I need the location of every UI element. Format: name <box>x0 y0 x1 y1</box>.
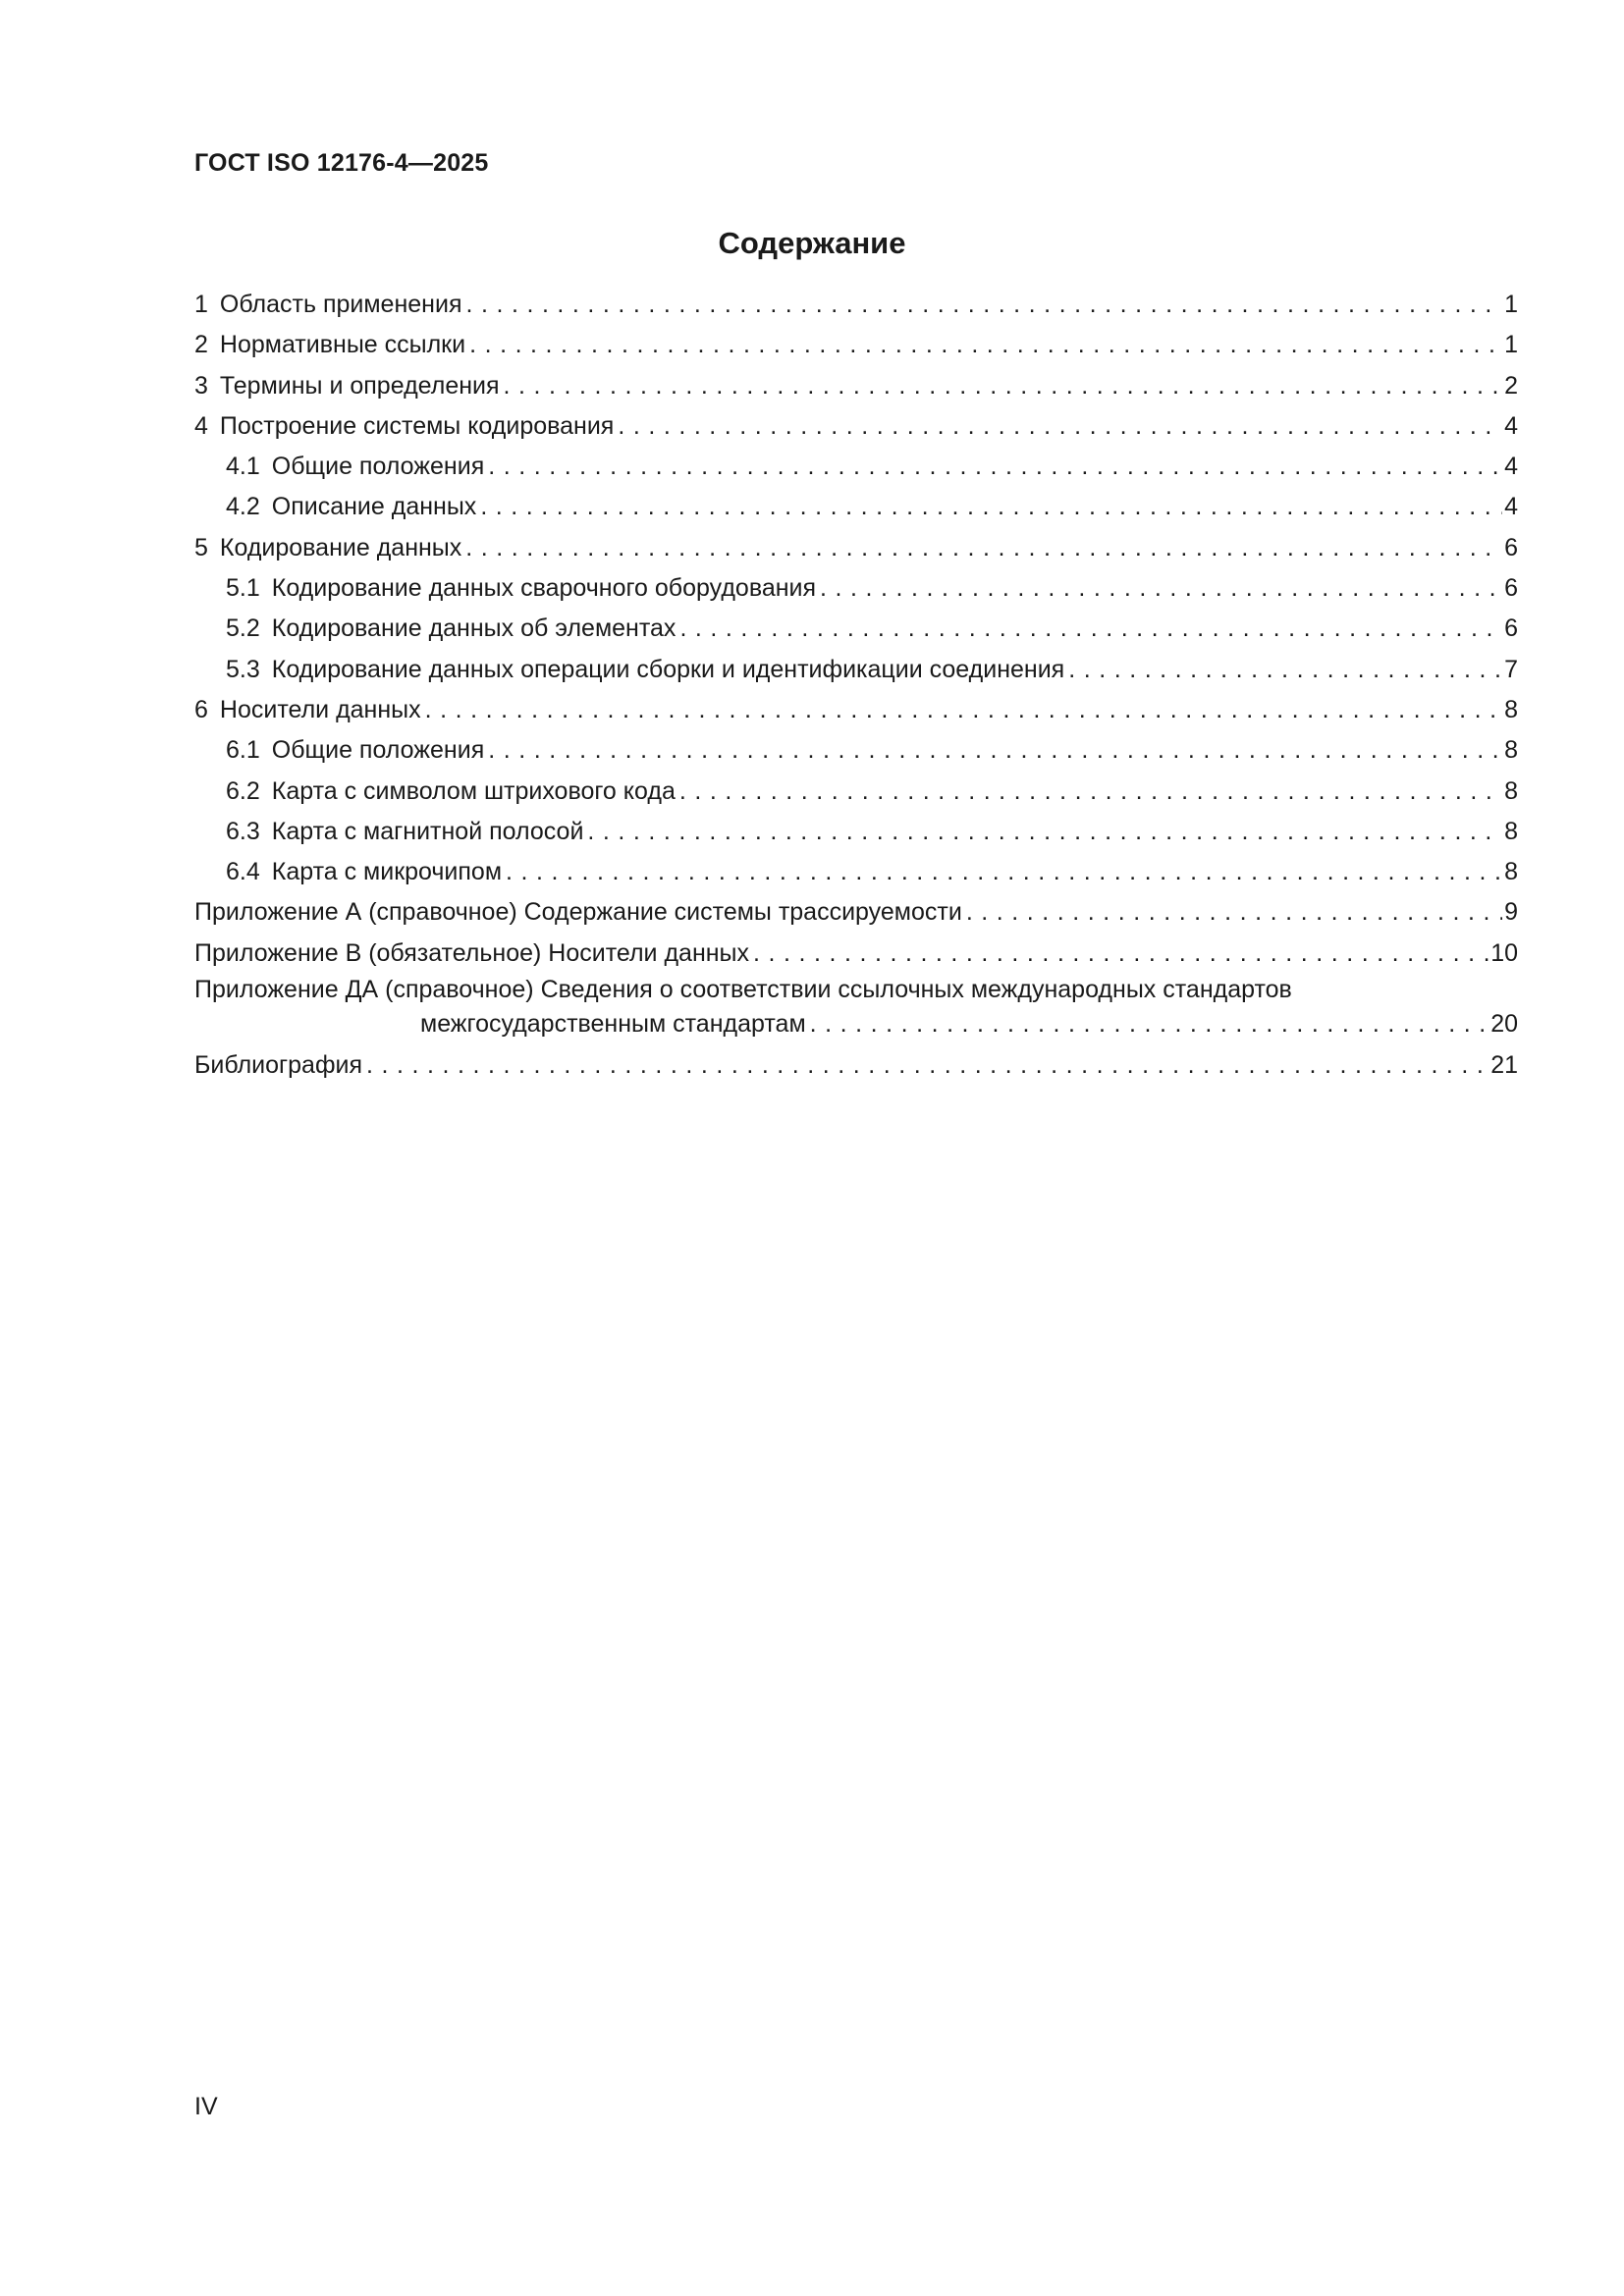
toc-entry-page: 6 <box>1504 574 1518 603</box>
toc-entry-label: Построение системы кодирования <box>219 411 615 440</box>
toc-entries-list <box>194 285 1518 974</box>
toc-entry-number: 5.1 <box>226 574 260 603</box>
toc-entry-page: 21 <box>1490 1051 1518 1080</box>
toc-entry-page: 4 <box>1504 493 1518 521</box>
toc-entry[interactable] <box>194 447 1518 487</box>
toc-leader-dots <box>820 568 1502 609</box>
toc-entry-page: 9 <box>1504 898 1518 927</box>
toc-entry-label: Приложение А (справочное) Содержание системы трассируемости <box>194 898 962 927</box>
toc-entry-number: 6.3 <box>226 817 260 845</box>
toc-entry-page: 8 <box>1504 736 1518 765</box>
toc-leader-dots <box>1068 650 1502 690</box>
toc-entry-label: Кодирование данных операции сборки и идентификации соединения <box>271 655 1065 683</box>
toc-entry[interactable] <box>194 609 1518 649</box>
toc-entry-page: 8 <box>1504 817 1518 845</box>
toc-entry-number: 6.4 <box>226 858 260 886</box>
toc-entry-label-line2: межгосударственным стандартам <box>420 1010 806 1039</box>
toc-entry-page: 20 <box>1490 1010 1518 1039</box>
table-of-contents <box>194 285 1518 1086</box>
toc-entry-number: 4.1 <box>226 453 260 481</box>
toc-entry-page: 1 <box>1504 331 1518 359</box>
toc-leader-dots <box>810 1006 1489 1041</box>
toc-leader-dots <box>469 325 1502 365</box>
toc-entry[interactable] <box>194 406 1518 447</box>
toc-entry-number: 4 <box>194 411 208 440</box>
toc-leader-dots <box>618 406 1502 447</box>
toc-entry[interactable] <box>194 934 1518 974</box>
toc-entry-page: 10 <box>1490 938 1518 967</box>
toc-entry[interactable] <box>194 325 1518 365</box>
toc-entry-label: Библиография <box>194 1051 363 1080</box>
toc-leader-dots <box>753 934 1489 974</box>
toc-entry-label: Кодирование данных <box>219 533 462 561</box>
toc-entry-page: 4 <box>1504 411 1518 440</box>
toc-leader-dots <box>504 366 1503 406</box>
toc-entry-label: Карта с магнитной полосой <box>271 817 584 845</box>
toc-entry-line2 <box>194 1006 1518 1041</box>
toc-entry-label: Описание данных <box>271 493 477 521</box>
toc-leader-dots <box>465 528 1502 568</box>
toc-entry[interactable] <box>194 650 1518 690</box>
toc-entry-page: 4 <box>1504 453 1518 481</box>
toc-leader-dots <box>488 730 1502 771</box>
toc-leader-dots <box>966 892 1502 933</box>
toc-entry-page: 2 <box>1504 371 1518 400</box>
toc-entry-page: 7 <box>1504 655 1518 683</box>
toc-entry-page: 1 <box>1504 291 1518 318</box>
toc-entry-number: 1 <box>194 291 208 318</box>
toc-entry-label: Общие положения <box>271 453 485 481</box>
toc-entry-page: 8 <box>1504 858 1518 886</box>
toc-leader-dots <box>679 772 1502 812</box>
toc-entry-page: 6 <box>1504 533 1518 561</box>
standard-code-header: ГОСТ ISO 12176-4—2025 <box>194 149 489 177</box>
toc-entry[interactable] <box>194 690 1518 730</box>
page-number-footer: IV <box>194 2093 218 2120</box>
toc-entry-label: Нормативные ссылки <box>219 331 466 359</box>
toc-entry-number: 6 <box>194 695 208 723</box>
toc-entry[interactable] <box>194 730 1518 771</box>
toc-leader-dots <box>587 812 1502 852</box>
toc-leader-dots <box>506 852 1502 892</box>
toc-entry-number: 5.2 <box>226 614 260 643</box>
toc-entry[interactable] <box>194 528 1518 568</box>
toc-entry-label: Область применения <box>219 291 462 318</box>
toc-entry[interactable] <box>194 892 1518 933</box>
toc-leader-dots <box>488 447 1502 487</box>
toc-entry-label: Карта с символом штрихового кода <box>271 776 676 805</box>
toc-entry[interactable] <box>194 285 1518 325</box>
toc-entry[interactable] <box>194 487 1518 527</box>
toc-entry-bibliography[interactable] <box>194 1045 1518 1086</box>
toc-entry-appendix-da[interactable] <box>194 974 1518 1041</box>
toc-leader-dots <box>465 285 1502 325</box>
toc-leader-dots <box>679 609 1502 649</box>
toc-leader-dots <box>425 690 1502 730</box>
toc-entry-label: Носители данных <box>219 695 421 723</box>
toc-entry-number: 2 <box>194 331 208 359</box>
toc-entry-label: Термины и определения <box>219 371 500 400</box>
toc-leader-dots <box>480 487 1502 527</box>
toc-entry-number: 4.2 <box>226 493 260 521</box>
toc-entry-number: 6.2 <box>226 776 260 805</box>
toc-entry-page: 6 <box>1504 614 1518 643</box>
toc-entry-page: 8 <box>1504 776 1518 805</box>
toc-entry-page: 8 <box>1504 695 1518 723</box>
toc-entry[interactable] <box>194 366 1518 406</box>
toc-entry-number: 3 <box>194 371 208 400</box>
toc-leader-dots <box>366 1045 1489 1086</box>
toc-entry-label-line1: Приложение ДА (справочное) Сведения о соответствии ссылочных международных стандартов <box>194 976 1292 1004</box>
toc-entry-label: Приложение В (обязательное) Носители данных <box>194 938 750 967</box>
toc-entry-label: Общие положения <box>271 736 485 765</box>
toc-entry-number: 6.1 <box>226 736 260 765</box>
toc-entry-label: Кодирование данных сварочного оборудования <box>271 574 817 603</box>
toc-entry-number: 5.3 <box>226 655 260 683</box>
toc-entry-number: 5 <box>194 533 208 561</box>
toc-entry[interactable] <box>194 568 1518 609</box>
toc-entry-label: Кодирование данных об элементах <box>271 614 677 643</box>
toc-entry[interactable] <box>194 772 1518 812</box>
toc-entry[interactable] <box>194 852 1518 892</box>
toc-entry-label: Карта с микрочипом <box>271 858 503 886</box>
toc-entry[interactable] <box>194 812 1518 852</box>
toc-title: Содержание <box>718 226 906 260</box>
